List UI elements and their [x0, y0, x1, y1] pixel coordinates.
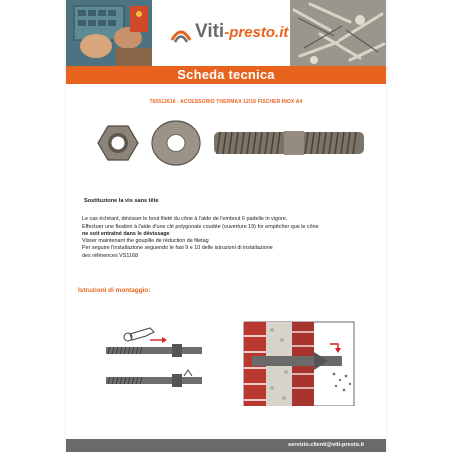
logo[interactable] — [152, 0, 290, 66]
rod-upper — [106, 344, 202, 357]
hex-nut-image — [98, 126, 138, 160]
logo-arc-icon — [170, 22, 192, 44]
instruction-line-6: des références VS1168 — [82, 253, 138, 259]
instructions-subtitle: Sostituzione la vis sans tête — [84, 198, 159, 204]
mounting-title: Istruzioni di montaggio: — [78, 287, 151, 294]
rotation-arrow-icon — [150, 337, 167, 343]
wrench-illustration — [124, 328, 154, 341]
sheet-title-bar — [66, 66, 386, 84]
instruction-line-5: Per seguire l'installazione seguendo le fasi 9 e 10 delle istruzioni di installazione — [82, 245, 273, 251]
product-photos — [86, 112, 376, 174]
document-page — [66, 0, 386, 452]
instruction-line-2: Effectuer une fixation à l'aide d'une clé polygonale coudée (ouverture 19) for empêcher que le cône — [82, 224, 319, 230]
product-code: 760512616 - ACCESSORIO THERMAX 12/16 FISCHER INOX A4 — [149, 99, 303, 105]
instruction-line-3: ne soit entraîné dans le dévissage — [82, 231, 170, 237]
tools-photo-illustration — [66, 0, 152, 66]
footer — [66, 439, 386, 452]
header-photo-tools — [66, 0, 152, 66]
mounting-diagram — [102, 318, 362, 406]
wall-section-illustration — [244, 322, 354, 406]
instruction-line-1: Le cas échéant, dévisser le bout fileté du cône à l'aide de l'embout 6 padelle in vigore. — [82, 216, 288, 222]
header-photo-screws — [290, 0, 386, 66]
threaded-stud-image — [214, 131, 364, 155]
washer-image — [152, 121, 200, 165]
logo-accent-text: -presto.it — [224, 24, 289, 41]
header — [66, 0, 386, 66]
rod-lower — [106, 370, 202, 387]
logo-wordmark — [195, 21, 288, 43]
logo-main-text: Viti — [195, 21, 225, 42]
footer-email[interactable]: servizio.clienti@viti-presto.it — [287, 442, 364, 448]
instruction-line-4: Visser maintenant the goupille de réduction de filetag — [82, 238, 209, 244]
screws-photo-illustration — [290, 0, 386, 66]
sheet-title: Scheda tecnica — [177, 67, 275, 82]
